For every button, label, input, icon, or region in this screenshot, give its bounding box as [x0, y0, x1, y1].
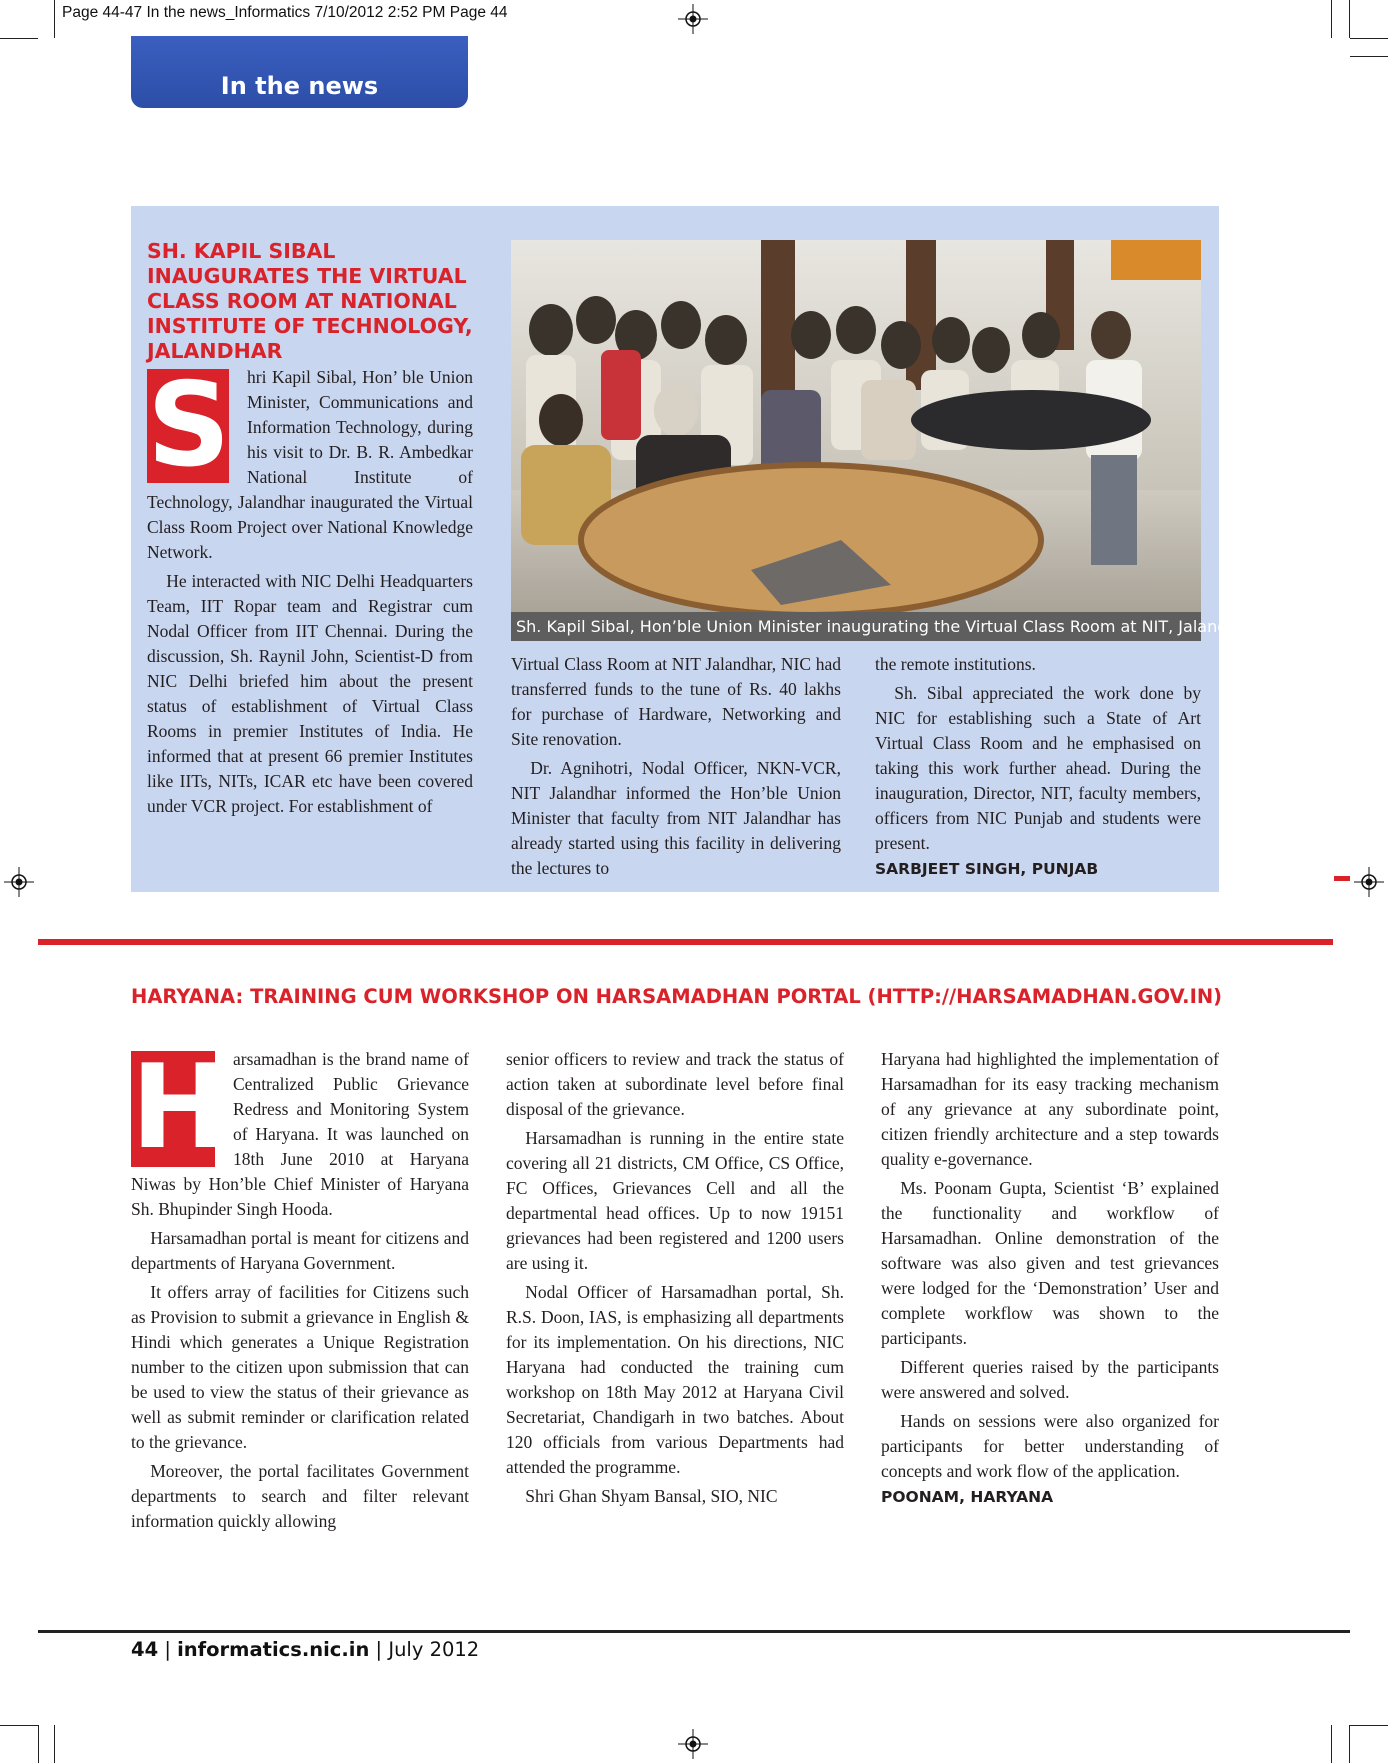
story1-column-3 [875, 652, 1201, 878]
story2-paragraph: Harsamadhan portal is meant for citizens and departments of Haryana Government. [131, 1228, 469, 1273]
story2-paragraph: It offers array of facilities for Citizens such as Provision to submit a grievance in English & Hindi which generates a Unique Registration number to the citizen upon submission that can be used to view the status of their grievance as well as submit reminder or clarification related to the grievance. [131, 1282, 469, 1452]
footer-separator: | [158, 1638, 178, 1661]
page-number: 44 [131, 1638, 159, 1661]
story2-paragraph: Harsamadhan is running in the entire state covering all 21 districts, CM Office, CS Office, FC Offices, Grievances Cell and all the departmental head offices. Up to now 19151 grievances had been registered and 1200 users are using it. [506, 1128, 844, 1273]
story1-paragraph: Sh. Sibal appreciated the work done by NIC for establishing such a State of Art Virtual Class Room and he emphasised on taking this work further ahead. During the inauguration, Director, NIT, faculty members, officers from NIC Punjab and students were present. [875, 683, 1201, 853]
story1-paragraph: Virtual Class Room at NIT Jalandhar, NIC had transferred funds to the tune of Rs. 40 lakhs for purchase of Hardware, Networking and Site renovation. [511, 654, 841, 749]
crop-mark [54, 0, 55, 38]
story2-column-3 [881, 1047, 1219, 1506]
story1-paragraph: hri Kapil Sibal, Hon’ ble Union Minister, Communications and Information Technology, during his visit to Dr. B. R. Ambedkar National Institute of Technology, Jalandhar inaugurated the Virtual Class Room Project over National Knowledge Network. [147, 367, 473, 562]
story2-byline: POONAM, HARYANA [881, 1488, 1054, 1506]
crop-mark [38, 1725, 39, 1763]
page-footer [131, 1638, 479, 1661]
red-margin-tick [1334, 876, 1350, 881]
story2-paragraph: senior officers to review and track the status of action taken at subordinate level before final disposal of the grievance. [506, 1049, 844, 1119]
section-tab [131, 36, 468, 108]
story1-paragraph: Dr. Agnihotri, Nodal Officer, NKN-VCR, NIT Jalandhar informed the Hon’ble Union Minister that faculty from NIT Jalandhar has already started using this facility in delivering the lectures to [511, 758, 841, 878]
crop-mark [1350, 38, 1388, 39]
crop-mark [1349, 1725, 1350, 1763]
crop-mark [0, 1725, 38, 1726]
story2-paragraph: Hands on sessions were also organized for participants for better understanding of concepts and work flow of the application. [881, 1411, 1219, 1481]
registration-mark-icon [678, 1729, 708, 1759]
registration-mark-icon [4, 867, 34, 897]
story2-column-2 [506, 1047, 844, 1513]
story1-byline: SARBJEET SINGH, PUNJAB [875, 860, 1099, 878]
story1-paragraph: He interacted with NIC Delhi Headquarters Team, IIT Ropar team and Registrar cum Nodal Officer from IIT Chennai. During the discussion, Sh. Raynil John, Scientist-D from NIC Delhi briefed him about the present status of establishment of Virtual Class Rooms in premier Institutes of India. He informed that at present 66 premier Institutes like IITs, NITs, ICAR etc have been covered under VCR project. For establishment of [147, 571, 473, 816]
story1-paragraph: the remote institutions. [875, 654, 1036, 674]
story2-paragraph: Different queries raised by the participants were answered and solved. [881, 1357, 1219, 1402]
registration-mark-icon [678, 4, 708, 34]
story2-paragraph: Shri Ghan Shyam Bansal, SIO, NIC [525, 1486, 778, 1506]
printer-slug: Page 44-47 In the news_Informatics 7/10/2012 2:52 PM Page 44 [62, 4, 508, 21]
footer-rule [38, 1630, 1350, 1633]
section-divider [38, 939, 1333, 945]
story2-paragraph: Haryana had highlighted the implementation of Harsamadhan for its easy tracking mechanism of any grievance at any subordinate point, citizen friendly architecture and a step towards quality e-governance. [881, 1049, 1219, 1169]
crop-mark [54, 1725, 55, 1763]
footer-date: July 2012 [388, 1638, 480, 1661]
story2-drop-cap: H [131, 1040, 229, 1175]
crop-mark [1350, 56, 1388, 57]
crop-mark [1331, 1725, 1332, 1763]
story1-headline: SH. KAPIL SIBAL INAUGURATES THE VIRTUAL CLASS ROOM AT NATIONAL INSTITUTE OF TECHNOLOGY, JALANDHAR [147, 239, 473, 363]
inauguration-photo [511, 240, 1201, 612]
story1-column-2 [511, 652, 841, 885]
story2-paragraph: Moreover, the portal facilitates Government departments to search and filter relevant information quickly allowing [131, 1461, 469, 1531]
crop-mark [1350, 1725, 1388, 1726]
footer-separator: | [369, 1638, 389, 1661]
registration-mark-icon [1354, 867, 1384, 897]
crop-mark [1349, 0, 1350, 38]
crop-mark [1331, 0, 1332, 38]
story2-headline: HARYANA: TRAINING CUM WORKSHOP ON HARSAMADHAN PORTAL (HTTP://HARSAMADHAN.GOV.IN) [131, 985, 1223, 1008]
story1-column-1 [147, 358, 473, 823]
story2-paragraph: Nodal Officer of Harsamadhan portal, Sh. R.S. Doon, IAS, is emphasizing all departments for its implementation. On his directions, NIC Haryana had conducted the training cum workshop on 18th May 2012 at Haryana Civil Secretariat, Chandigarh in two batches. About 120 officials from various Departments had attended the programme. [506, 1282, 844, 1477]
section-tab-label: In the news [220, 72, 379, 100]
photo-caption: Sh. Kapil Sibal, Hon’ble Union Minister inaugurating the Virtual Class Room at NIT, Jalandhar [511, 612, 1201, 641]
story2-paragraph: arsamadhan is the brand name of Centralized Public Grievance Redress and Monitoring System of Haryana. It was launched on 18th June 2010 at Haryana Niwas by Hon’ble Chief Minister of Haryana Sh. Bhupinder Singh Hooda. [131, 1049, 469, 1219]
footer-site: informatics.nic.in [177, 1638, 370, 1661]
story1-drop-cap: S [147, 358, 231, 493]
story2-column-1 [131, 1040, 469, 1538]
crop-mark [0, 38, 38, 39]
story2-paragraph: Ms. Poonam Gupta, Scientist ‘B’ explained the functionality and workflow of Harsamadhan. Online demonstration of the software was also given and test grievances were lodged for the ‘Demonstration’ User and complete workflow was shown to the participants. [881, 1178, 1219, 1348]
classroom-photo-illustration [511, 240, 1201, 612]
